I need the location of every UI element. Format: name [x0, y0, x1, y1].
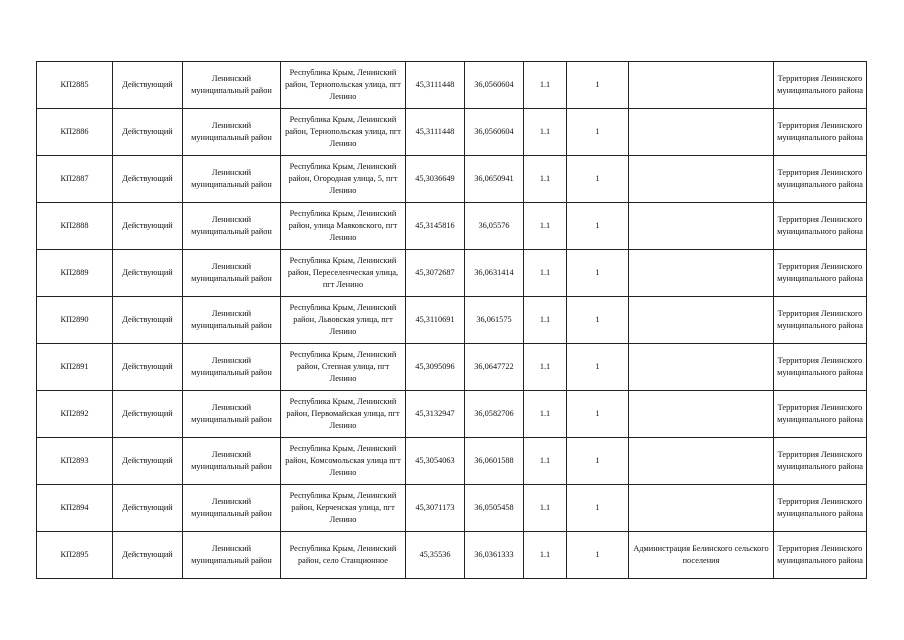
- district-cell: Ленинский муниципальный район: [183, 297, 281, 344]
- latitude-cell: 45,3145816: [406, 203, 465, 250]
- owner-cell: [629, 438, 774, 485]
- district-cell: Ленинский муниципальный район: [183, 62, 281, 109]
- address-cell: Республика Крым, Ленинский район, Огородная улица, 5, пгт Ленино: [281, 156, 406, 203]
- district-cell: Ленинский муниципальный район: [183, 156, 281, 203]
- status-cell: Действующий: [113, 391, 183, 438]
- quantity-cell: 1: [567, 344, 629, 391]
- latitude-cell: 45,3111448: [406, 62, 465, 109]
- territory-cell: Территория Ленинского муниципального района: [774, 532, 867, 579]
- address-cell: Республика Крым, Ленинский район, Комсомольская улица пгт Ленино: [281, 438, 406, 485]
- territory-cell: Территория Ленинского муниципального района: [774, 109, 867, 156]
- territory-cell: Территория Ленинского муниципального района: [774, 485, 867, 532]
- latitude-cell: 45,3132947: [406, 391, 465, 438]
- table-row: [37, 62, 867, 109]
- code-cell: 1.1: [524, 438, 567, 485]
- table-row: [37, 109, 867, 156]
- address-cell: Республика Крым, Ленинский район, Львовская улица, пгт Ленино: [281, 297, 406, 344]
- code-cell: 1.1: [524, 62, 567, 109]
- code-cell: 1.1: [524, 485, 567, 532]
- quantity-cell: 1: [567, 109, 629, 156]
- table-body: [37, 62, 867, 579]
- latitude-cell: 45,3054063: [406, 438, 465, 485]
- longitude-cell: 36,0601588: [465, 438, 524, 485]
- site-id-cell: КП2894: [37, 485, 113, 532]
- longitude-cell: 36,0582706: [465, 391, 524, 438]
- quantity-cell: 1: [567, 250, 629, 297]
- territory-cell: Территория Ленинского муниципального района: [774, 203, 867, 250]
- code-cell: 1.1: [524, 532, 567, 579]
- status-cell: Действующий: [113, 156, 183, 203]
- table-row: [37, 344, 867, 391]
- territory-cell: Территория Ленинского муниципального района: [774, 250, 867, 297]
- district-cell: Ленинский муниципальный район: [183, 532, 281, 579]
- owner-cell: [629, 250, 774, 297]
- status-cell: Действующий: [113, 203, 183, 250]
- status-cell: Действующий: [113, 532, 183, 579]
- site-id-cell: КП2892: [37, 391, 113, 438]
- longitude-cell: 36,0631414: [465, 250, 524, 297]
- latitude-cell: 45,3110691: [406, 297, 465, 344]
- latitude-cell: 45,3071173: [406, 485, 465, 532]
- site-id-cell: КП2888: [37, 203, 113, 250]
- site-id-cell: КП2887: [37, 156, 113, 203]
- status-cell: Действующий: [113, 62, 183, 109]
- owner-cell: Администрация Белинского сельского поселения: [629, 532, 774, 579]
- longitude-cell: 36,0361333: [465, 532, 524, 579]
- site-id-cell: КП2891: [37, 344, 113, 391]
- owner-cell: [629, 344, 774, 391]
- latitude-cell: 45,3095096: [406, 344, 465, 391]
- status-cell: Действующий: [113, 485, 183, 532]
- quantity-cell: 1: [567, 485, 629, 532]
- owner-cell: [629, 485, 774, 532]
- site-id-cell: КП2885: [37, 62, 113, 109]
- owner-cell: [629, 109, 774, 156]
- territory-cell: Территория Ленинского муниципального района: [774, 438, 867, 485]
- site-id-cell: КП2889: [37, 250, 113, 297]
- table-row: [37, 438, 867, 485]
- registry-table: [36, 61, 867, 579]
- district-cell: Ленинский муниципальный район: [183, 203, 281, 250]
- longitude-cell: 36,061575: [465, 297, 524, 344]
- code-cell: 1.1: [524, 109, 567, 156]
- site-id-cell: КП2890: [37, 297, 113, 344]
- code-cell: 1.1: [524, 156, 567, 203]
- site-id-cell: КП2895: [37, 532, 113, 579]
- quantity-cell: 1: [567, 156, 629, 203]
- address-cell: Республика Крым, Ленинский район, Первомайская улица, пгт Ленино: [281, 391, 406, 438]
- longitude-cell: 36,0647722: [465, 344, 524, 391]
- owner-cell: [629, 203, 774, 250]
- address-cell: Республика Крым, Ленинский район, Керченская улица, пгт Ленино: [281, 485, 406, 532]
- table-row: [37, 203, 867, 250]
- district-cell: Ленинский муниципальный район: [183, 485, 281, 532]
- quantity-cell: 1: [567, 438, 629, 485]
- code-cell: 1.1: [524, 203, 567, 250]
- address-cell: Республика Крым, Ленинский район, Переселенческая улица, пгт Ленино: [281, 250, 406, 297]
- owner-cell: [629, 156, 774, 203]
- quantity-cell: 1: [567, 203, 629, 250]
- quantity-cell: 1: [567, 391, 629, 438]
- owner-cell: [629, 391, 774, 438]
- table-row: [37, 391, 867, 438]
- territory-cell: Территория Ленинского муниципального района: [774, 391, 867, 438]
- table-row: [37, 156, 867, 203]
- table-row: [37, 485, 867, 532]
- district-cell: Ленинский муниципальный район: [183, 109, 281, 156]
- address-cell: Республика Крым, Ленинский район, Тернопольская улица, пгт Ленино: [281, 62, 406, 109]
- site-id-cell: КП2893: [37, 438, 113, 485]
- longitude-cell: 36,0650941: [465, 156, 524, 203]
- district-cell: Ленинский муниципальный район: [183, 250, 281, 297]
- status-cell: Действующий: [113, 297, 183, 344]
- latitude-cell: 45,3111448: [406, 109, 465, 156]
- table-row: [37, 250, 867, 297]
- address-cell: Республика Крым, Ленинский район, село Станционное: [281, 532, 406, 579]
- district-cell: Ленинский муниципальный район: [183, 391, 281, 438]
- address-cell: Республика Крым, Ленинский район, Степная улица, пгт Ленино: [281, 344, 406, 391]
- territory-cell: Территория Ленинского муниципального района: [774, 62, 867, 109]
- territory-cell: Территория Ленинского муниципального района: [774, 297, 867, 344]
- longitude-cell: 36,0505458: [465, 485, 524, 532]
- latitude-cell: 45,3072687: [406, 250, 465, 297]
- status-cell: Действующий: [113, 344, 183, 391]
- code-cell: 1.1: [524, 297, 567, 344]
- district-cell: Ленинский муниципальный район: [183, 344, 281, 391]
- code-cell: 1.1: [524, 391, 567, 438]
- longitude-cell: 36,0560604: [465, 109, 524, 156]
- territory-cell: Территория Ленинского муниципального района: [774, 156, 867, 203]
- longitude-cell: 36,05576: [465, 203, 524, 250]
- quantity-cell: 1: [567, 297, 629, 344]
- code-cell: 1.1: [524, 344, 567, 391]
- status-cell: Действующий: [113, 109, 183, 156]
- site-id-cell: КП2886: [37, 109, 113, 156]
- status-cell: Действующий: [113, 250, 183, 297]
- quantity-cell: 1: [567, 62, 629, 109]
- status-cell: Действующий: [113, 438, 183, 485]
- quantity-cell: 1: [567, 532, 629, 579]
- address-cell: Республика Крым, Ленинский район, Тернопольская улица, пгт Ленино: [281, 109, 406, 156]
- table-row: [37, 297, 867, 344]
- address-cell: Республика Крым, Ленинский район, улица Маяковского, пгт Ленино: [281, 203, 406, 250]
- code-cell: 1.1: [524, 250, 567, 297]
- territory-cell: Территория Ленинского муниципального района: [774, 344, 867, 391]
- owner-cell: [629, 297, 774, 344]
- longitude-cell: 36,0560604: [465, 62, 524, 109]
- owner-cell: [629, 62, 774, 109]
- latitude-cell: 45,3036649: [406, 156, 465, 203]
- latitude-cell: 45,35536: [406, 532, 465, 579]
- table-row: [37, 532, 867, 579]
- district-cell: Ленинский муниципальный район: [183, 438, 281, 485]
